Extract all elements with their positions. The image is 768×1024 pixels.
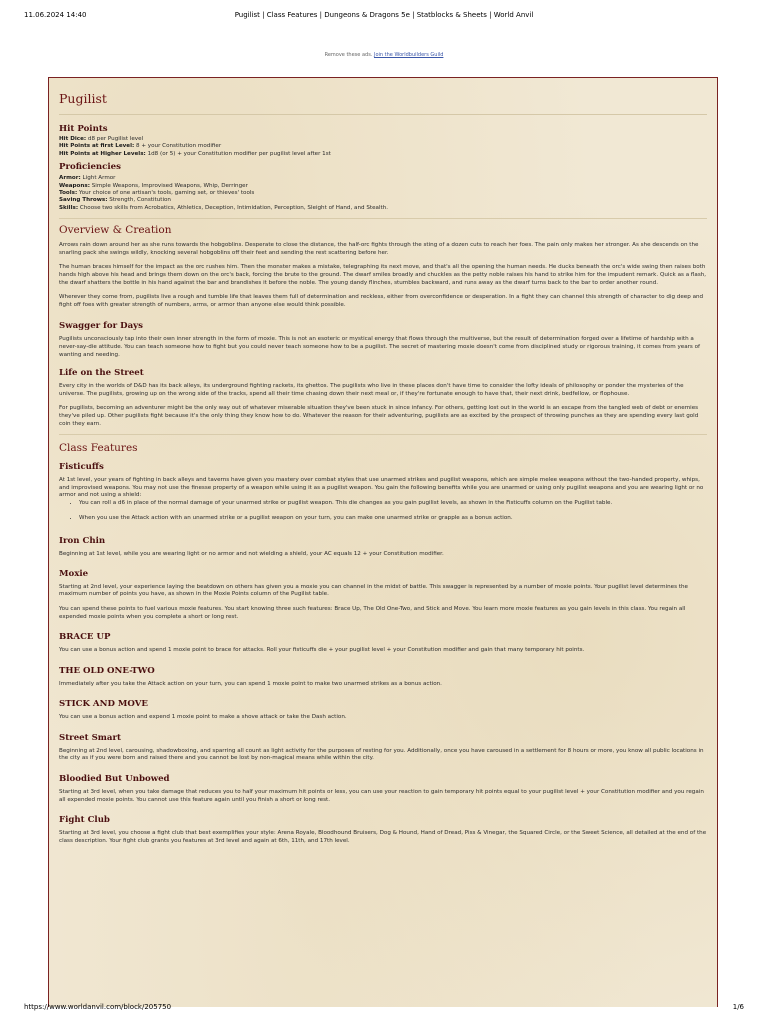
brace-up-heading: BRACE UP bbox=[59, 632, 111, 643]
old-one-two-heading: THE OLD ONE-TWO bbox=[59, 665, 155, 676]
stick-and-move-heading: STICK AND MOVE bbox=[59, 699, 148, 710]
page-title: Pugilist bbox=[59, 86, 707, 115]
street-smart-text: Beginning at 2nd level, carousing, shadowboxing, and sparring all count as light activity for the purposes of resting for you. Additionally, once you have caroused in a settlement for 8 hours or more, you know all public locations in the city as if you were born and raised there and you cannot be lost by non-magical means while within the city. bbox=[59, 747, 704, 762]
brace-up-text: You can use a bonus action and spend 1 moxie point to brace for attacks. Roll your fisticuffs die + your pugilist level + your Constitution modifier and gain that many temporary hit points. bbox=[59, 647, 585, 654]
armor-row: Armor: Light Armor bbox=[59, 175, 116, 182]
swagger-heading: Swagger for Days bbox=[59, 321, 143, 332]
weapons-row: Weapons: Simple Weapons, Improvised Weapons, Whip, Derringer bbox=[59, 182, 248, 189]
street-smart-heading: Street Smart bbox=[59, 732, 121, 743]
overview-paragraph: Arrows rain down around her as she runs towards the hobgoblins. Desperate to close the distance, the half-orc fights through the sting of a dozen cuts to reach her foes. The pain only makes her stronger. As she descends on the snarling pack she swings wildly, knocking several hobgoblins off their feet and sending the rest scattering before her. bbox=[59, 242, 699, 256]
hp-first-level-row: Hit Points at first Level: 8 + your Constitution modifier bbox=[59, 143, 222, 150]
join-guild-link[interactable]: Join the Worldbuilders Guild bbox=[373, 52, 444, 58]
iron-chin-text: Beginning at 1st level, while you are wearing light or no armor and not wielding a shield, your AC equals 12 + your Constitution modifier. bbox=[59, 551, 444, 558]
fisticuffs-list bbox=[59, 500, 707, 522]
hit-dice-row: Hit Dice: d8 per Pugilist level bbox=[59, 136, 144, 142]
statblock-sheet bbox=[48, 77, 718, 1007]
old-one-two-text: Immediately after you take the Attack action on your turn, you can spend 1 moxie point to make two unarmed strikes as a bonus action. bbox=[59, 680, 442, 687]
fight-club-text: Starting at 3rd level, you choose a fight club that best exemplifies your style: Arena Royale, Bloodhound Bruisers, Dog & Hound, Hand of Dread, Piss & Vinegar, the Squared Circle, or the Sweet Science, all detailed at the end of the class description. Your fight club grants you features at 3rd level and again at 6th, 11th, and 17th level. bbox=[59, 830, 707, 844]
ad-remove-text: Remove these ads. bbox=[324, 52, 373, 58]
overview-paragraph: The human braces himself for the impact as the orc rushes him. Then the monster makes a mistake, telegraphing its next move, and that's all the opening the human needs. He ducks beneath the orc's wide swing then raises both hands high above his head and brings them down on the orc's back, forcing the brute to the ground. The dwarf smiles broadly and chuckles as the petty noble raises his hand to strike him for the impudent remark. Quick as a flash, the dwarf shatters the bottle in his hand against the bar and brandishes it before the noble. The young dandy flinches, stumbles backward, and runs away as the dwarf turns back to the bar to order another round. bbox=[59, 264, 707, 286]
proficiencies-heading: Proficiencies bbox=[59, 162, 121, 173]
swagger-text: Pugilists unconsciously tap into their own inner strength in the form of moxie. This is not an esoteric or mystical energy that flows through the multiverse, but the result of determination forged over a lifetime of hardship with a never-say-die attitude. You can teach someone how to fight but you could never teach someone how to be a pugilist. The secret of mastering moxie doesn't come from disciplined study or rigorous training, it comes from years of wanting and needing. bbox=[59, 336, 701, 358]
list-item: • You can roll a d6 in place of the normal damage of your unarmed strike or pugilist weapon. This die changes as you gain pugilist levels, as shown in the Fisticuffs column on the Pugilist table. bbox=[79, 500, 707, 508]
ad-notice bbox=[0, 52, 768, 58]
overview-paragraph: Wherever they come from, pugilists live a rough and tumble life that leaves them full of determination and reckless, either from overconfidence or desperation. In a fight they can channel this strength of character to dig deep and fight off foes with greater strength of numbers, arms, or armor than anyone else would think possible. bbox=[59, 294, 704, 308]
moxie-paragraph: You can spend these points to fuel various moxie features. You start knowing three such features: Brace Up, The Old One-Two, and Stick and Move. You learn more moxie features as you gain levels in this class. You regain all expended moxie points when you complete a short or long rest. bbox=[59, 605, 686, 620]
stick-and-move-text: You can use a bonus action and expend 1 moxie point to make a shove attack or take the Dash action. bbox=[59, 714, 347, 721]
skills-row: Skills: Choose two skills from Acrobatics, Athletics, Deception, Intimidation, Perception, Sleight of Hand, and Stealth. bbox=[59, 204, 389, 211]
street-life-paragraph: Every city in the worlds of D&D has its back alleys, its underground fighting rackets, its ghettos. The pugilists who live in these places don't have time to consider the lofty ideals of philosophy or ponder the mysteries of the universe. The pugilists, growing up on the wrong side of the tracks, spend all their time chasing down their next meal or, if they're fortunate enough to have that, their next drink, bedfellow, or flophouse. bbox=[59, 383, 684, 397]
overview-heading: Overview & Creation bbox=[59, 224, 172, 237]
hit-points-heading: Hit Points bbox=[59, 124, 108, 134]
saving-throws-row: Saving Throws: Strength, Constitution bbox=[59, 197, 171, 204]
fight-club-heading: Fight Club bbox=[59, 815, 110, 826]
print-title: Pugilist | Class Features | Dungeons & Dragons 5e | Statblocks & Sheets | World Anvil bbox=[234, 11, 534, 19]
print-date: 11.06.2024 14:40 bbox=[24, 11, 87, 19]
page-number: 1/6 bbox=[732, 1003, 744, 1011]
moxie-heading: Moxie bbox=[59, 568, 89, 579]
class-features-heading: Class Features bbox=[59, 442, 138, 455]
print-url: https://www.worldanvil.com/block/205750 bbox=[24, 1003, 172, 1011]
bloodied-heading: Bloodied But Unbowed bbox=[59, 774, 170, 785]
fisticuffs-heading: Fisticuffs bbox=[59, 462, 104, 473]
street-life-paragraph: For pugilists, becoming an adventurer might be the only way out of whatever miserable situation they've been stuck in since infancy. For others, getting lost out in the world is an escape from the tangled web of debt or enemies they've piled up. Other pugilists fight because it's the only thing they know how to do. Whatever the reason for their adventuring, pugilists are as excited by the prospect of throwing punches as they are spending every last gold coin they earn. bbox=[59, 405, 699, 427]
list-item: • When you use the Attack action with an unarmed strike or a pugilist weapon on your turn, you can make one unarmed strike or grapple as a bonus action. bbox=[79, 515, 707, 523]
print-header bbox=[0, 11, 768, 23]
moxie-paragraph: Starting at 2nd level, your experience laying the beatdown on others has given you a moxie you can channel in the midst of battle. This swagger is represented by a number of moxie points. Your pugilist level determines the maximum number of points you have, as shown in the Moxie Points column of the Pugilist table. bbox=[59, 583, 688, 598]
iron-chin-heading: Iron Chin bbox=[59, 536, 106, 547]
fisticuffs-text: At 1st level, your years of fighting in back alleys and taverns have given you mastery over combat styles that use unarmed strikes and pugilist weapons, which are simple melee weapons without the two-handed property, whips, and improvised weapons. You may not use the finesse property of a weapon while using it as a pugilist weapon. You gain the following benefits while you are unarmed or using only pugilist weapons and you are wearing light or no armor and not using a shield: bbox=[59, 477, 704, 499]
street-life-heading: Life on the Street bbox=[59, 368, 144, 379]
hp-higher-levels-row: Hit Points at Higher Levels: 1d8 (or 5) + your Constitution modifier per pugilist level after 1st bbox=[59, 150, 331, 157]
bloodied-text: Starting at 3rd level, when you take damage that reduces you to half your maximum hit points or less, you can use your reaction to gain temporary hit points equal to your pugilist level + your Constitution modifier and you regain all expended moxie points. You cannot use this feature again until you finish a short or long rest. bbox=[59, 789, 704, 803]
print-footer bbox=[0, 1003, 768, 1015]
tools-row: Tools: Your choice of one artisan's tools, gaming set, or thieves' tools bbox=[59, 190, 255, 197]
